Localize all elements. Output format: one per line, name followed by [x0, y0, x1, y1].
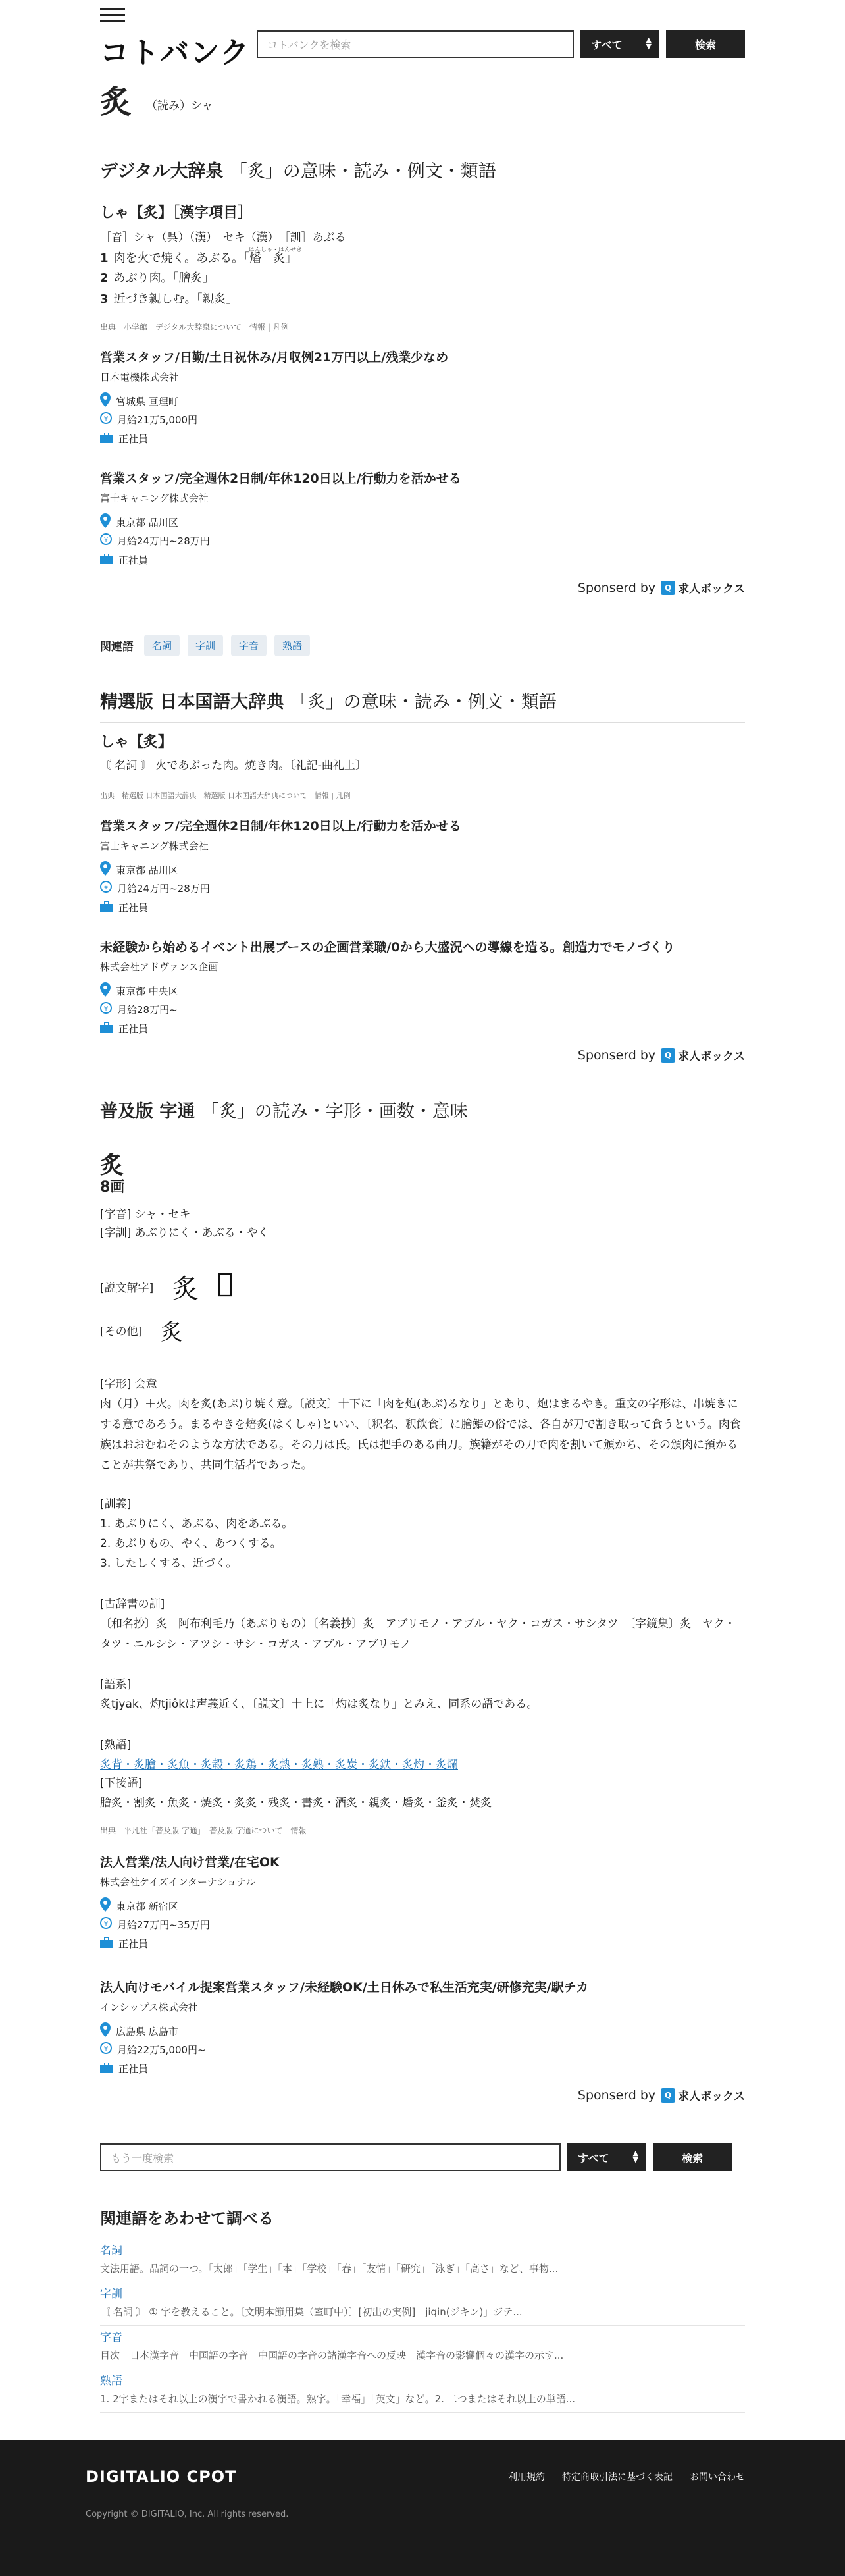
svg-text:¥: ¥ [103, 1920, 109, 1928]
pin-icon [100, 861, 111, 878]
dict-name: 精選版 日本国語大辞典 [100, 692, 284, 712]
job-location [100, 513, 178, 531]
yen-icon [100, 412, 112, 427]
section-subtitle: 「炙」の意味・読み・例文・類語 [290, 692, 557, 712]
pin-icon [100, 513, 111, 531]
related-item-title[interactable]: 名詞 [100, 2244, 122, 2257]
jikei-body: 肉（月）＋火。肉を炙(あぶ)り焼く意。〔説文〕十下に「肉を炮(あぶ)るなり」とあり、炮はまるやき。重文の字形は、串焼きにする意であろう。まるやきを焙炙(はくしゃ)といい、〔釈名、釈飲食〕に膾鮨の俗では、各自が刀で割き取って食うという。肉食族はおおむねそのような方法である。その刀は氏。氏は把手のある曲刀。族籍がその刀で肉を割いて頒かち、その頒肉に預かることが共祭であり、共同生活者であった。 [100, 1398, 741, 1472]
sponsor-credit[interactable] [578, 1047, 745, 1063]
svg-text:¥: ¥ [103, 415, 109, 423]
job-title[interactable]: 営業スタッフ/日勤/土日祝休み/月収例21万円以上/残業少なめ [100, 350, 449, 365]
kungi-item: 1. あぶりにく、あぶる、肉をあぶる。 [100, 1517, 294, 1531]
job-company: 富士キャニング株式会社 [100, 492, 209, 504]
related-item[interactable] [100, 2371, 745, 2413]
select-arrow-icon: ▲ ▼ [646, 36, 652, 51]
related-item-title[interactable]: 字訓 [100, 2288, 122, 2301]
def-num: 3 [100, 292, 109, 306]
job-type [100, 901, 148, 914]
job-pay-text: 月給21万5,000円 [117, 413, 198, 426]
related-tags [100, 635, 310, 656]
job-location-text: 宮城県 亘理町 [116, 395, 178, 407]
sponsor-brand: 求人ボックス [678, 1050, 745, 1063]
sponsor-label: Sponserd by [577, 2088, 656, 2103]
job-location [100, 1897, 178, 1914]
def-text: 近づき親しむ。「親炙」 [113, 292, 238, 306]
headword-reading: （読み）シャ [146, 99, 213, 113]
job-company: 富士キャニング株式会社 [100, 840, 209, 852]
source-credit: 出典 平凡社「普及版 字通」 普及版 字通について 情報 [100, 1826, 307, 1835]
related-item[interactable] [100, 2241, 745, 2282]
job-pay [100, 1917, 210, 1932]
related-heading: 関連語をあわせて調べる [100, 2205, 745, 2238]
entry-title: しゃ【炙】［漢字項目］ [100, 205, 253, 221]
jukugo-list[interactable]: 炙背・炙膾・炙魚・炙轂・炙鶏・炙熱・炙熟・炙炭・炙鉄・炙灼・炙爛 [100, 1758, 458, 1772]
job-type [100, 553, 148, 567]
search-again-button[interactable]: 検索 [653, 2143, 732, 2171]
job-title[interactable]: 未経験から始めるイベント出展ブースの企画営業職/0から大盛況への導線を造る。創造力でモノづくり [100, 940, 675, 955]
sponsor-credit[interactable] [578, 579, 745, 596]
kanji-char: 炙 [100, 1152, 124, 1179]
yen-icon [100, 1002, 112, 1016]
job-pay [100, 881, 210, 895]
svg-text:¥: ¥ [103, 537, 109, 544]
job-location [100, 982, 178, 999]
sponsor-brand: 求人ボックス [678, 583, 745, 596]
kunyomi: [字訓] あぶりにく・あぶる・やく [100, 1226, 269, 1240]
briefcase-icon [100, 901, 113, 914]
category-select-2[interactable] [567, 2143, 646, 2171]
gokei-body: 炙tjyak、灼tjiôkは声義近く、〔説文〕十上に「灼は炙なり」とみえ、同系の語である。 [100, 1698, 538, 1711]
job-company: インシップス株式会社 [100, 2001, 198, 2013]
job-location-text: 東京都 品川区 [116, 516, 178, 529]
definition-1 [100, 250, 297, 267]
search-again-input[interactable]: もう一度検索 [100, 2143, 561, 2171]
jikei-heading: [字形] 会意 [100, 1378, 157, 1391]
jukugo-heading: [熟語] [100, 1739, 132, 1752]
related-item-title[interactable]: 字音 [100, 2331, 122, 2344]
other-script-glyph: 炙 [161, 1319, 183, 1346]
svg-text:¥: ¥ [103, 1005, 109, 1012]
sponsor-logo [661, 1047, 745, 1063]
job-company: 株式会社アドヴァンス企画 [100, 961, 218, 973]
yen-icon [100, 881, 112, 895]
pin-icon [100, 1897, 111, 1914]
site-logo[interactable]: コトバンク [100, 36, 251, 70]
entry-title: しゃ【炙】 [100, 734, 173, 750]
job-pay-text: 月給24万円~28万円 [117, 535, 210, 547]
seal-script-glyph: 炙 [172, 1274, 199, 1304]
koji-heading: [古辞書の訓] [100, 1598, 165, 1611]
job-location-text: 広島県 広島市 [116, 2025, 178, 2037]
job-location [100, 2022, 178, 2039]
section-title-seisen [100, 687, 745, 723]
menu-icon[interactable] [100, 8, 125, 21]
related-item-desc: 〘 名詞 〙 ① 字を教えること。〔文明本節用集（室町中）〕[初出の実例]「jiqin(ジキン)」ジテ... [100, 2306, 523, 2318]
job-type-text: 正社員 [118, 1938, 149, 1950]
job-type-text: 正社員 [118, 554, 149, 566]
category-select[interactable] [580, 30, 659, 58]
copyright: Copyright © DIGITALIO, Inc. All rights reserved. [86, 2510, 289, 2519]
sponsor-label: Sponserd by [577, 1047, 656, 1063]
job-type [100, 2062, 148, 2076]
dict-name: 普及版 字通 [100, 1101, 195, 1122]
job-pay [100, 1002, 178, 1016]
job-company: 株式会社ケイズインターナショナル [100, 1876, 256, 1888]
reading-line: ［音］シャ（呉）（漢） セキ（漢） ［訓］あぶる [100, 231, 346, 244]
source-credit: 出典 精選版 日本国語大辞典 精選版 日本国語大辞典について 情報 | 凡例 [100, 791, 351, 800]
onyomi: [字音] シャ・セキ [100, 1208, 191, 1221]
briefcase-icon [100, 1937, 113, 1951]
job-company: 日本電機株式会社 [100, 371, 180, 383]
category-select-label: すべて [591, 38, 623, 51]
sponsor-brand: 求人ボックス [678, 2090, 745, 2103]
def-text: あぶり肉。「膾炙」 [113, 271, 215, 285]
svg-text:¥: ¥ [103, 884, 109, 891]
pin-icon [100, 2022, 111, 2039]
related-item-title[interactable]: 熟語 [100, 2375, 122, 2388]
job-pay-text: 月給24万円~28万円 [117, 882, 210, 895]
kungi-heading: [訓義] [100, 1498, 132, 1511]
job-pay [100, 533, 210, 548]
select-arrow-icon: ▲ ▼ [632, 2149, 638, 2164]
footer-link-contact[interactable]: お問い合わせ [690, 2472, 745, 2483]
footer [0, 2440, 845, 2576]
category-select-label: すべて [578, 2151, 609, 2165]
kyujin-box-icon: Q [661, 1048, 675, 1063]
job-location [100, 861, 178, 878]
koji-body: 〔和名抄〕炙 阿布利毛乃（あぶりもの）〔名義抄〕炙 アブリモノ・アブル・ヤク・コガス・サシタツ 〔字鏡集〕炙 ヤク・タツ・ニルシシ・アツシ・サシ・コガス・アブル・アブリモノ [100, 1617, 736, 1651]
related-item[interactable] [100, 2284, 745, 2326]
ruby-text: はんしゃ・はんせき [249, 247, 303, 253]
definition-2 [100, 270, 215, 287]
kakugo-list: 膾炙・割炙・魚炙・焼炙・炙炙・残炙・書炙・酒炙・親炙・燔炙・釜炙・焚炙 [100, 1797, 492, 1810]
section-subtitle: 「炙」の意味・読み・例文・類語 [229, 161, 496, 182]
section-subtitle: 「炙」の読み・字形・画数・意味 [201, 1101, 468, 1122]
job-location [100, 392, 178, 409]
job-pay [100, 412, 197, 427]
tag-jion[interactable]: 字音 [231, 635, 267, 656]
sponsor-label: Sponserd by [577, 580, 656, 595]
job-title[interactable]: 営業スタッフ/完全週休2日制/年休120日以上/行動力を活かせる [100, 471, 461, 486]
job-pay-text: 月給28万円~ [117, 1003, 178, 1016]
job-type [100, 1937, 148, 1951]
pin-icon [100, 982, 111, 999]
source-credit: 出典 小学館 デジタル大辞泉について 情報 | 凡例 [100, 323, 289, 332]
footer-link-legal[interactable]: 特定商取引法に基づく表記 [562, 2472, 673, 2483]
yen-icon [100, 2042, 112, 2057]
job-pay-text: 月給27万円~35万円 [117, 1918, 210, 1931]
kungi-item: 3. したしくする、近づく。 [100, 1557, 238, 1570]
kyujin-box-icon: Q [661, 2088, 675, 2103]
definition-3 [100, 291, 238, 308]
job-type-text: 正社員 [118, 433, 149, 445]
related-item-desc: 目次 日本漢字音 中国語の字音 中国語の字音の諸漢字音への反映 漢字音の影響個々の漢字の示す... [100, 2350, 564, 2361]
briefcase-icon [100, 1022, 113, 1036]
search-button[interactable]: 検索 [666, 30, 745, 58]
job-type-text: 正社員 [118, 2063, 149, 2075]
yen-icon [100, 533, 112, 548]
job-location-text: 東京都 新宿区 [116, 1900, 178, 1912]
kyujin-box-icon: Q [661, 581, 675, 595]
briefcase-icon [100, 433, 113, 446]
job-pay [100, 2042, 206, 2057]
job-type [100, 1022, 148, 1036]
footer-links [508, 2470, 745, 2483]
related-item-desc: 1. 2字またはそれ以上の漢字で書かれる漢語。熟字。「幸福」「英文」など。2. 二つまたはそれ以上の単語... [100, 2393, 576, 2405]
job-location-text: 東京都 中央区 [116, 985, 178, 997]
svg-text:¥: ¥ [103, 2045, 109, 2053]
def-num: 2 [100, 271, 109, 285]
job-type-text: 正社員 [118, 902, 149, 914]
related-tags-label: 関連語 [100, 641, 134, 654]
def-text: 肉を火で焼く。あぶる。「燔 炙」 [113, 251, 297, 265]
briefcase-icon [100, 554, 113, 567]
section-title-jitsu [100, 1097, 745, 1132]
tag-meishi[interactable]: 名詞 [144, 635, 180, 656]
stroke-count: 8画 [100, 1179, 125, 1196]
briefcase-icon [100, 2063, 113, 2076]
gokei-heading: [語系] [100, 1678, 132, 1691]
sponsor-credit[interactable] [578, 2087, 745, 2103]
sponsor-logo [661, 2087, 745, 2103]
footer-logo[interactable]: DIGITALIO CPOT [86, 2467, 237, 2486]
job-title[interactable]: 営業スタッフ/完全週休2日制/年休120日以上/行動力を活かせる [100, 819, 461, 833]
related-item[interactable] [100, 2328, 745, 2369]
pin-icon [100, 392, 111, 409]
job-pay-text: 月給22万5,000円~ [117, 2043, 206, 2056]
related-item-desc: 文法用語。品詞の一つ。「太郎」「学生」「本」「学校」「春」「友情」「研究」「泳ぎ」「高さ」など、事物... [100, 2263, 559, 2274]
tag-jukugo[interactable]: 熟語 [274, 635, 310, 656]
yen-icon [100, 1917, 112, 1932]
footer-link-terms[interactable]: 利用規約 [508, 2472, 545, 2483]
section-title-daijisen [100, 157, 745, 192]
search-input[interactable]: コトバンクを検索 [257, 30, 574, 58]
headword: 炙 [100, 84, 132, 120]
job-title[interactable]: 法人営業/法人向け営業/在宅OK [100, 1855, 280, 1870]
def-num: 1 [100, 251, 109, 265]
sono-label: [その他] [100, 1325, 143, 1338]
sponsor-logo [661, 579, 745, 596]
tag-jikun[interactable]: 字訓 [188, 635, 223, 656]
definition: 〘 名詞 〙 火であぶった肉。焼き肉。〔礼記‐曲礼上〕 [100, 759, 367, 772]
kungi-item: 2. あぶりもの、やく、あつくする。 [100, 1537, 282, 1550]
job-title[interactable]: 法人向けモバイル提案営業スタッフ/未経験OK/土日休みで私生活充実/研修充実/駅チカ [100, 1980, 589, 1995]
kakugo-heading: [下接語] [100, 1777, 143, 1790]
job-type-text: 正社員 [118, 1023, 149, 1035]
dict-name: デジタル大辞泉 [100, 161, 224, 182]
job-location-text: 東京都 品川区 [116, 864, 178, 876]
job-type [100, 432, 148, 446]
setsumon-label: [説文解字] [100, 1282, 154, 1295]
seal-script-glyph-variant: 𤋗 [217, 1268, 234, 1298]
